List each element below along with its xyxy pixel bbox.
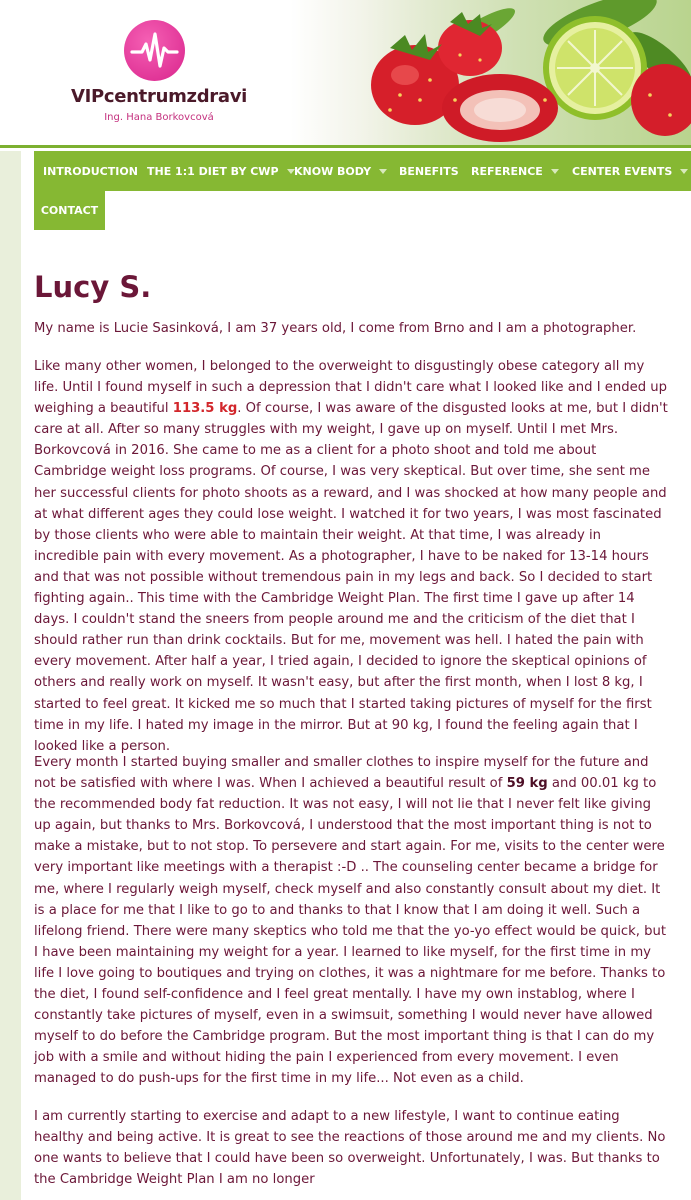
nav-item-label: CONTACT [40,204,99,217]
nav-item-label: INTRODUCTION [43,164,138,178]
caret-down-icon [551,169,559,174]
nav-item-label: BENEFITS [399,164,459,178]
paragraph-text: Every month I started buying smaller and smaller clothes to inspire myself for the future and not be satisfied with where I was. When I achieved a beautiful result of [34,755,649,792]
paragraph-current: I am currently starting to exercise and adapt to a new lifestyle, I want to continue eating healthy and being active. It is great to see the reactions of those around me and my clients. No one wants to believe that I could have been so overweight. Unfortunately, I was. But thanks to the Cambridge Weight Plan I am no longer [34,1109,666,1188]
left-side-strip [0,151,21,1200]
nav-item-center-events[interactable] [572,151,688,191]
highlight-start-weight: 113.5 kg [172,401,238,417]
nav-item-label: THE 1:1 DIET BY CWP [147,164,279,178]
paragraph-results [34,752,668,1090]
site-header [0,0,691,148]
heartbeat-icon [124,20,185,81]
paragraph-text: . Of course, I was aware of the disgusted looks at me, but I didn't care at all. After so many struggles with my weight, I gave up on myself. Until I met Mrs. Borkovcová in 2016. She came to me as a client for a photo shoot and told me about Cambridge weight loss programs. Of course, I was very skeptical. But over time, she sent me her successful clients for photo shoots as a reward, and I was shocked at how many people and at what different ages they could lose weight. I watched it for two years, I was most fascinated by those clients who were able to maintain their weight. At that time, I was already in incredible pain with every movement. As a photographer, I have to be naked for 13-14 hours and that was not possible without tremendous pain in my legs and back. So I decided to start fighting again.. This time with the Cambridge Weight Plan. The first time I gave up after 14 days. I couldn't stand the sneers from people around me and the criticism of the diet that I should rather run than drink cocktails. But for me, movement was hell. I hated the pain with every movement. After half a year, I tried again, I decided to ignore the skeptical opinions of others and really work on myself. It wasn't easy, but after the first month, when I lost 8 kg, I started to feel great. It kicked me so much that I started taking pictures of myself for the first time in my life. I hated my image in the mirror. But at 90 kg, I found the feeling again that I looked like a person. [34,401,668,754]
logo-name: VIPcentrumzdravi [70,86,248,107]
logo-subtitle: Ing. Hana Borkovcová [104,112,214,123]
paragraph-text: Like many other women, I belonged to the overweight to disgustingly obese category all my life. Until I found myself in such a depression that I didn't care what I looked like and I ended up weighing a beautiful [34,359,668,417]
highlight-result-weight: 59 kg [506,776,548,792]
nav-item-reference[interactable] [471,151,559,191]
nav-item-label: KNOW BODY [294,164,372,178]
nav-item-know-body[interactable] [294,151,387,191]
nav-item-label: REFERENCE [471,164,543,178]
paragraph-story [34,356,668,757]
caret-down-icon [680,169,688,174]
paragraph-text: and 00.01 kg to the recommended body fat reduction. It was not easy, I will not lie that I never felt like giving up again, but thanks to Mrs. Borkovcová, I understood that the most important thing is not to make a mistake, but to not stop. To persevere and start again. For me, visits to the center were very important like meetings with a therapist :-D .. The counseling center became a bridge for me, where I regularly weigh myself, check myself and also constantly consult about my diet. It is a place for me that I like to go to and thanks to that I know that I am doing it well. Such a lifelong friend. There were many skeptics who told me that the yo-yo effect would be quick, but I have been maintaining my weight for a year. I learned to like myself, for the first time in my life I love going to boutiques and trying on clothes, it was a nightmare for me before. Thanks to the diet, I found self-confidence and I feel great mentally. I have my own instablog, where I constantly take pictures of myself, even in a swimsuit, something I would never have allowed myself to do before the Cambridge program. But the most important thing is that I can do my job with a smile and without hiding the pain I experienced from every movement. I even managed to do push-ups for the first time in my life... Not even as a child. [34,776,667,1087]
header-divider [0,145,691,148]
nav-item-introduction[interactable] [43,151,138,191]
caret-down-icon [379,169,387,174]
nav-item-diet[interactable] [147,151,295,191]
nav-item-benefits[interactable] [399,151,459,191]
fruit-illustration [330,0,691,148]
main-navigation [34,151,691,191]
page-title: Lucy S. [34,270,152,304]
nav-item-label: CENTER EVENTS [572,164,673,178]
nav-item-contact[interactable] [34,191,105,230]
paragraph-intro: My name is Lucie Sasinková, I am 37 years old, I come from Brno and I am a photographer. [34,321,637,336]
